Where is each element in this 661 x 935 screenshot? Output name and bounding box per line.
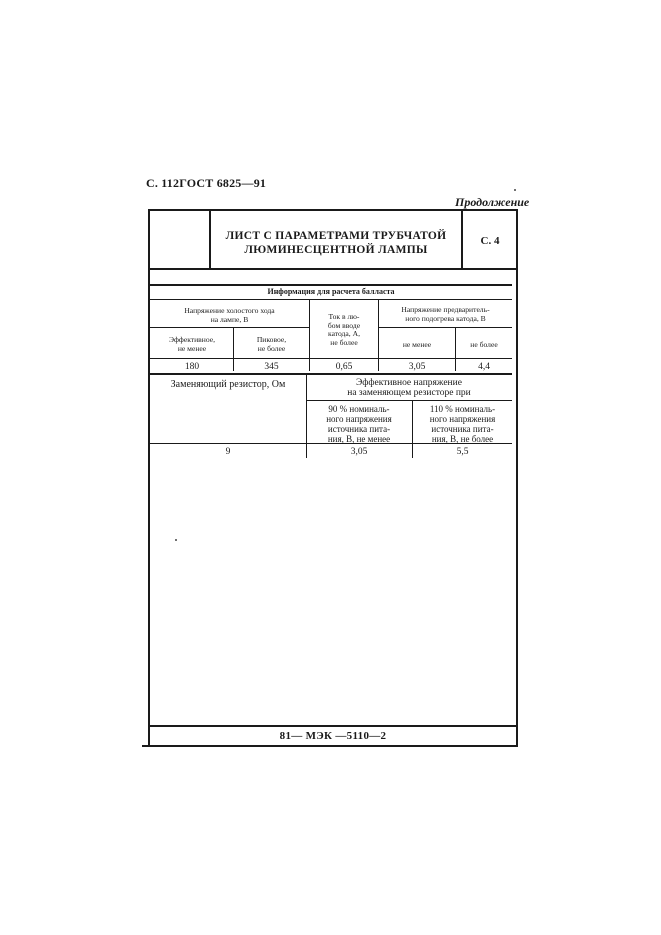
substitute-resistor-label: Заменяющий резистор, Ом	[170, 379, 286, 390]
ballast-caption: Информация для расчета балласта	[267, 287, 395, 296]
voltage-110-value: 5,5	[456, 447, 469, 457]
cathode-current-header	[311, 313, 377, 347]
preheat-max-value: 4,4	[478, 362, 490, 372]
ballast-col-line-3	[233, 327, 234, 371]
preheat-header-line1: Напряжение предваритель-	[401, 305, 490, 314]
effective-voltage-line2: на заменяющем резисторе при	[347, 388, 471, 398]
preheat-min-value: 3,05	[408, 362, 426, 372]
current-header-line2: бом вводе	[327, 320, 361, 330]
preheat-min-header: не менее	[402, 340, 432, 349]
current-header-line1: Ток в лю-	[328, 312, 360, 321]
current-value: 0,65	[335, 362, 353, 372]
ballast-subheader-line-right	[378, 327, 512, 328]
voltage-90-value: 3,05	[350, 447, 368, 457]
sheet-title	[212, 229, 460, 257]
col90-line3: источника пита-	[327, 424, 391, 434]
title-block-divider-right	[461, 209, 463, 269]
page-header-left: С. 112ГОСТ 6825—91	[146, 176, 267, 190]
footer-code: 81— МЭК —5110—2	[279, 730, 387, 742]
effective-value: 180	[184, 362, 200, 372]
sheet-number: С. 4	[480, 235, 500, 247]
col90-line2: ного напряжения	[326, 414, 392, 424]
effective-header-line2: не менее	[177, 343, 207, 353]
col90-line4: ния, В, не менее	[327, 434, 391, 444]
ballast-table-top-line	[150, 284, 512, 286]
stray-mark	[175, 539, 177, 541]
ballast-header-bottom-line	[150, 358, 512, 359]
peak-header	[235, 336, 308, 353]
frame-bottom-line	[142, 745, 518, 747]
effective-header-line1: Эффективное,	[169, 335, 215, 344]
ballast-col-line-1	[309, 299, 310, 371]
ballast-table-bottom-line	[150, 373, 512, 375]
effective-voltage-header	[308, 378, 510, 398]
sheet-title-line2: ЛЮМИНЕСЦЕНТНОЙ ЛАМПЫ	[244, 244, 428, 256]
col90-line1: 90 % номиналь-	[328, 404, 390, 414]
peak-header-line2: не более	[257, 343, 286, 353]
title-block-divider-left	[209, 209, 211, 269]
open-circuit-header-line1: Напряжение холостого хода	[184, 306, 275, 315]
col110-line1: 110 % номиналь-	[429, 404, 496, 414]
open-circuit-voltage-header	[152, 307, 307, 324]
current-header-line4: не более	[330, 337, 358, 347]
sheet-title-line1: ЛИСТ С ПАРАМЕТРАМИ ТРУБЧАТОЙ	[225, 230, 447, 242]
preheat-voltage-header	[380, 306, 511, 323]
stray-mark	[514, 189, 516, 191]
ballast-subheader-line-left	[150, 327, 309, 328]
col110-line4: ния, В, не более	[431, 434, 494, 444]
col110-line2: ного напряжения	[429, 414, 496, 424]
open-circuit-header-line2: на лампе, В	[210, 314, 249, 324]
ballast-caption-line	[150, 299, 512, 300]
footer-top-line	[150, 725, 516, 727]
resistor-subheader-line	[306, 400, 512, 401]
ballast-col-line-4	[455, 327, 456, 371]
col-90-percent-header	[307, 404, 411, 444]
resistor-value: 9	[225, 447, 231, 457]
frame-top-line	[148, 209, 518, 211]
title-block-bottom-line	[148, 268, 518, 270]
col110-line3: источника пита-	[431, 424, 494, 434]
preheat-max-header: не более	[470, 340, 498, 349]
effective-voltage-line1: Эффективное напряжение	[356, 378, 462, 388]
peak-header-line1: Пиковое,	[256, 335, 287, 344]
frame-right-line	[516, 209, 518, 747]
preheat-header-line2: ного подогрева катода, В	[405, 313, 486, 323]
continuation-label: Продолжение	[455, 195, 530, 209]
peak-value: 345	[264, 362, 279, 372]
col-110-percent-header	[413, 404, 512, 444]
ballast-col-line-2	[378, 299, 379, 371]
effective-header	[152, 336, 232, 353]
current-header-line3: катода, А,	[328, 329, 360, 339]
